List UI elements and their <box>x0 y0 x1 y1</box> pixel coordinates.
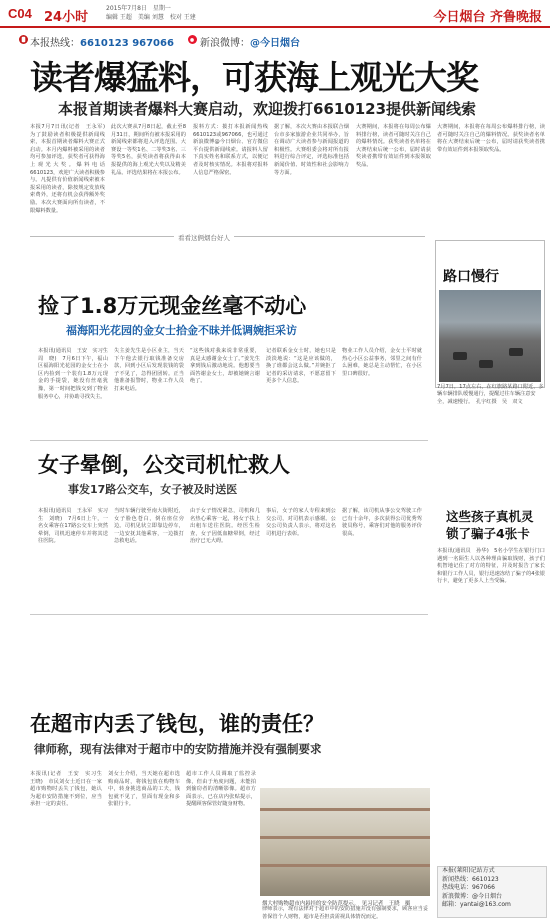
news-hotline: 本报热线：6610123 967066 <box>30 38 174 49</box>
story3-subheadline: 律师称，现有法律对于超市中的安防措施并没有强制要求 <box>34 742 322 756</box>
page-header <box>0 0 550 28</box>
story1-body-col-4: 记者联系金女士时，她也只是淡淡地说：“这是应该做的，换了谁都会这么做。”并婉拒了记者的采访请求，不愿意留下更多个人信息。 <box>266 348 336 385</box>
story2-headline: 女子晕倒，公交司机忙救人 <box>38 453 290 477</box>
weibo-account <box>200 34 300 49</box>
lead-body-col-1: 本报7月7日讯(记者 王永军) 为了鼓励读者积极提供新闻线索，本报首期读者爆料大赛正式启动。本月内爆料被采用的读者均可参加评选，获奖者可获得海上观光大奖。爆料电话6610123，欢迎广大读者积极参与。凡提供有价值新闻线索被本报采用的读者，除按规定发放线索费外，还将有机会获得额外奖励。本次大赛面向所有读者，不限爆料数量。 <box>30 124 111 214</box>
story1-body-col-3: “这些钱对我来说非常重要，真是太感谢金女士了。”姜先生拿到钱后激动地说。他想要当面答谢金女士，却被她婉言谢绝了。 <box>190 348 260 385</box>
contact-line-3: 热线电话：967066 <box>442 884 495 892</box>
hotline-numbers: 6610123 967066 <box>80 38 174 49</box>
supermarket-photo-caption: 烟大村购物超市内悬挂的安全防范提示。 见习记者 王晓 摄 <box>262 901 411 907</box>
story2-body-col-1: 本报讯(通讯员 王永军 实习生 刘晓) 7月6日上午，一名女乘客在17路公交车上突然晕倒，司机迅速停车并将其送往医院。 <box>38 508 108 545</box>
editor-credits: 编辑 王超 美编 刘慧 校对 王建 <box>106 14 196 21</box>
story2-body-col-4: 事后，女子的家人专程来到公交公司，对司机表示感谢。公交公司负责人表示，将对这名司机进行表彰。 <box>266 508 336 537</box>
contact-info-box <box>437 866 547 918</box>
story2-subheadline: 事发17路公交车，女子被及时送医 <box>68 483 238 496</box>
story-separator <box>30 440 428 441</box>
sidebar-story-headline: 这些孩子真机灵 锁了骗子4张卡 <box>446 509 534 541</box>
lead-body-col-3: 报料方式：拨打本报新闻热线6610123或967066，也可通过新浪微博@今日烟台、官方微信平台提供新闻线索。请报料人留下真实姓名和联系方式，以便记者及时核实情况。本报将对报料人信息严格保密。 <box>193 124 268 176</box>
story3-headline: 在超市内丢了钱包，谁的责任？ <box>30 712 324 736</box>
weibo-handle: @今日烟台 <box>250 38 300 49</box>
phone-icon <box>19 35 28 44</box>
weibo-label: 新浪微博： <box>200 38 250 49</box>
story2-body-col-2: 当时车辆行驶至南大街附近，女子脸色苍白，倒在座位旁边。司机见状立即靠边停车，一边安抚其他乘客，一边拨打急救电话。 <box>114 508 184 545</box>
lead-body-col-2: 此次大赛从7月8日起，截止至8月31日，期间所有被本报采用的新闻线索都将进入评选范围。大赛设一等奖1名、二等奖3名、三等奖5名，获奖读者将获得由本报提供的海上观光大奖以及精美礼品。评选结果将在本报公布。 <box>111 124 186 176</box>
lead-subheadline: 本报首期读者爆料大赛启动，欢迎拨打6610123提供新闻线索 <box>58 100 477 118</box>
story1-headline: 捡了1.8万元现金丝毫不动心 <box>38 294 307 318</box>
story1-subheadline: 福海阳光花园的金女士拾金不昧并低调婉拒采访 <box>66 324 297 337</box>
contact-line-1: 本报(莱阳)记站方式 <box>442 867 495 874</box>
story1-body-col-5: 物业工作人员介绍，金女士平时就热心小区公益事务，邻里之间有什么困难，她总是主动帮忙，在小区里口碑很好。 <box>342 348 422 377</box>
story3-body-col-4: 律师表示，现有法律对于超市中的安防措施并没有强制要求，顾客应当妥善保管个人财物，超市是否担责需视具体情况而定。 <box>262 906 429 920</box>
road-photo-caption: 7月7日，17点左右，在红旗路某路口附近，多辆车辆排队缓慢通行，提醒过往车辆注意安全，减速慢行。 孔宇红摄 吴 双文 <box>437 384 544 405</box>
sidebar-story-body: 本报讯(通讯员 孙华) 5名小学生在银行门口遇到一名陌生人以各种理由骗取钱财，孩子们机智地记住了对方的特征，并及时报告了家长和银行工作人员，银行迅速冻结了骗子的4张银行卡，避免了更多人上当受骗。 <box>437 548 545 585</box>
issue-date: 2015年7月8日 星期一 <box>106 5 171 12</box>
lead-body-col-6: 大赛期间，本报将在每周公布爆料排行榜，读者可随时关注自己的爆料情况。获奖读者名单将在大赛结束后统一公布，届时请获奖读者携带有效证件到本报领取奖品。 <box>437 124 545 153</box>
story-separator <box>30 614 428 615</box>
lead-body-col-4: 据了解，本次大赛由本报联合烟台市多家旅游企业共同举办，旨在调动广大读者参与新闻报道的积极性。大赛组委会将对所有报料进行综合评定，评选标准包括新闻价值、时效性和社会影响力等方面。 <box>274 124 349 176</box>
hotline-label: 本报热线 <box>30 38 70 49</box>
supermarket-photo <box>260 788 430 896</box>
feature-frame-label: 看看这俩烟台好人 <box>174 233 234 242</box>
contact-line-5: 邮箱：yantai@163.com <box>442 901 511 909</box>
road-traffic-photo <box>439 290 541 382</box>
story2-body-col-3: 由于女子情况紧急，司机和几名热心乘客一起，将女子扶上出租车送往医院。经医生检查，女子因低血糖晕倒，经过治疗已无大碍。 <box>190 508 260 545</box>
story1-body-col-1: 本报讯(通讯员 王安 实习生 周 晓) 7月6日下午，福山区福海阳光花园的金女士在小区内捡到一个装有1.8万元现金的手提袋，她没有丝毫犹豫，第一时间把钱交到了物业服务中心，并协助寻找失主。 <box>38 348 114 400</box>
story2-body-col-5: 据了解，该司机从事公交驾驶工作已有十余年，多次获得公司优秀驾驶员称号，乘客们对他的服务评价很高。 <box>342 508 422 537</box>
road-photo-title: 路口慢行 <box>443 269 499 285</box>
weibo-icon <box>188 35 197 44</box>
section-name: 24小时 <box>44 10 89 25</box>
section-code: C04 <box>8 6 32 21</box>
contact-line-2: 新闻热线：6610123 <box>442 875 499 883</box>
story3-body-col-2: 刘女士介绍，当天她在超市选购商品时，将钱包放在购物车中，转身挑选商品的工夫，钱包就不见了，里面有现金和多张银行卡。 <box>108 771 180 808</box>
lead-headline: 读者爆猛料，可获海上观光大奖 <box>30 58 478 97</box>
lead-body-col-5: 大赛期间，本报将在每周公布爆料排行榜，读者可随时关注自己的爆料情况。获奖读者名单将在大赛结束后统一公布，届时请获奖读者携带有效证件到本报领取奖品。 <box>356 124 431 168</box>
contact-line-4: 新浪微博：@今日烟台 <box>442 892 503 900</box>
newspaper-masthead: 今日烟台 齐鲁晚报 <box>433 10 542 25</box>
story3-body-col-1: 本报讯(记者 王安 实习生 王晓) 市民刘女士近日在一家超市购物时丢失了钱包，她认为超市安防措施不到位，应当承担一定的责任。 <box>30 771 108 808</box>
story3-body-col-3: 超市工作人员调取了监控录像，但由于角度问题，未能拍到偷窃者的清晰影像。超市方面表示，已在店内张贴提示，提醒顾客保管好随身财物。 <box>186 771 256 808</box>
story1-body-col-2: 失主姜先生是小区业主，当天下午他去银行取钱准备交房款，回到小区后发现装钱的袋子不见了，急得团团转。正当他准备报警时，物业工作人员打来电话。 <box>114 348 184 392</box>
